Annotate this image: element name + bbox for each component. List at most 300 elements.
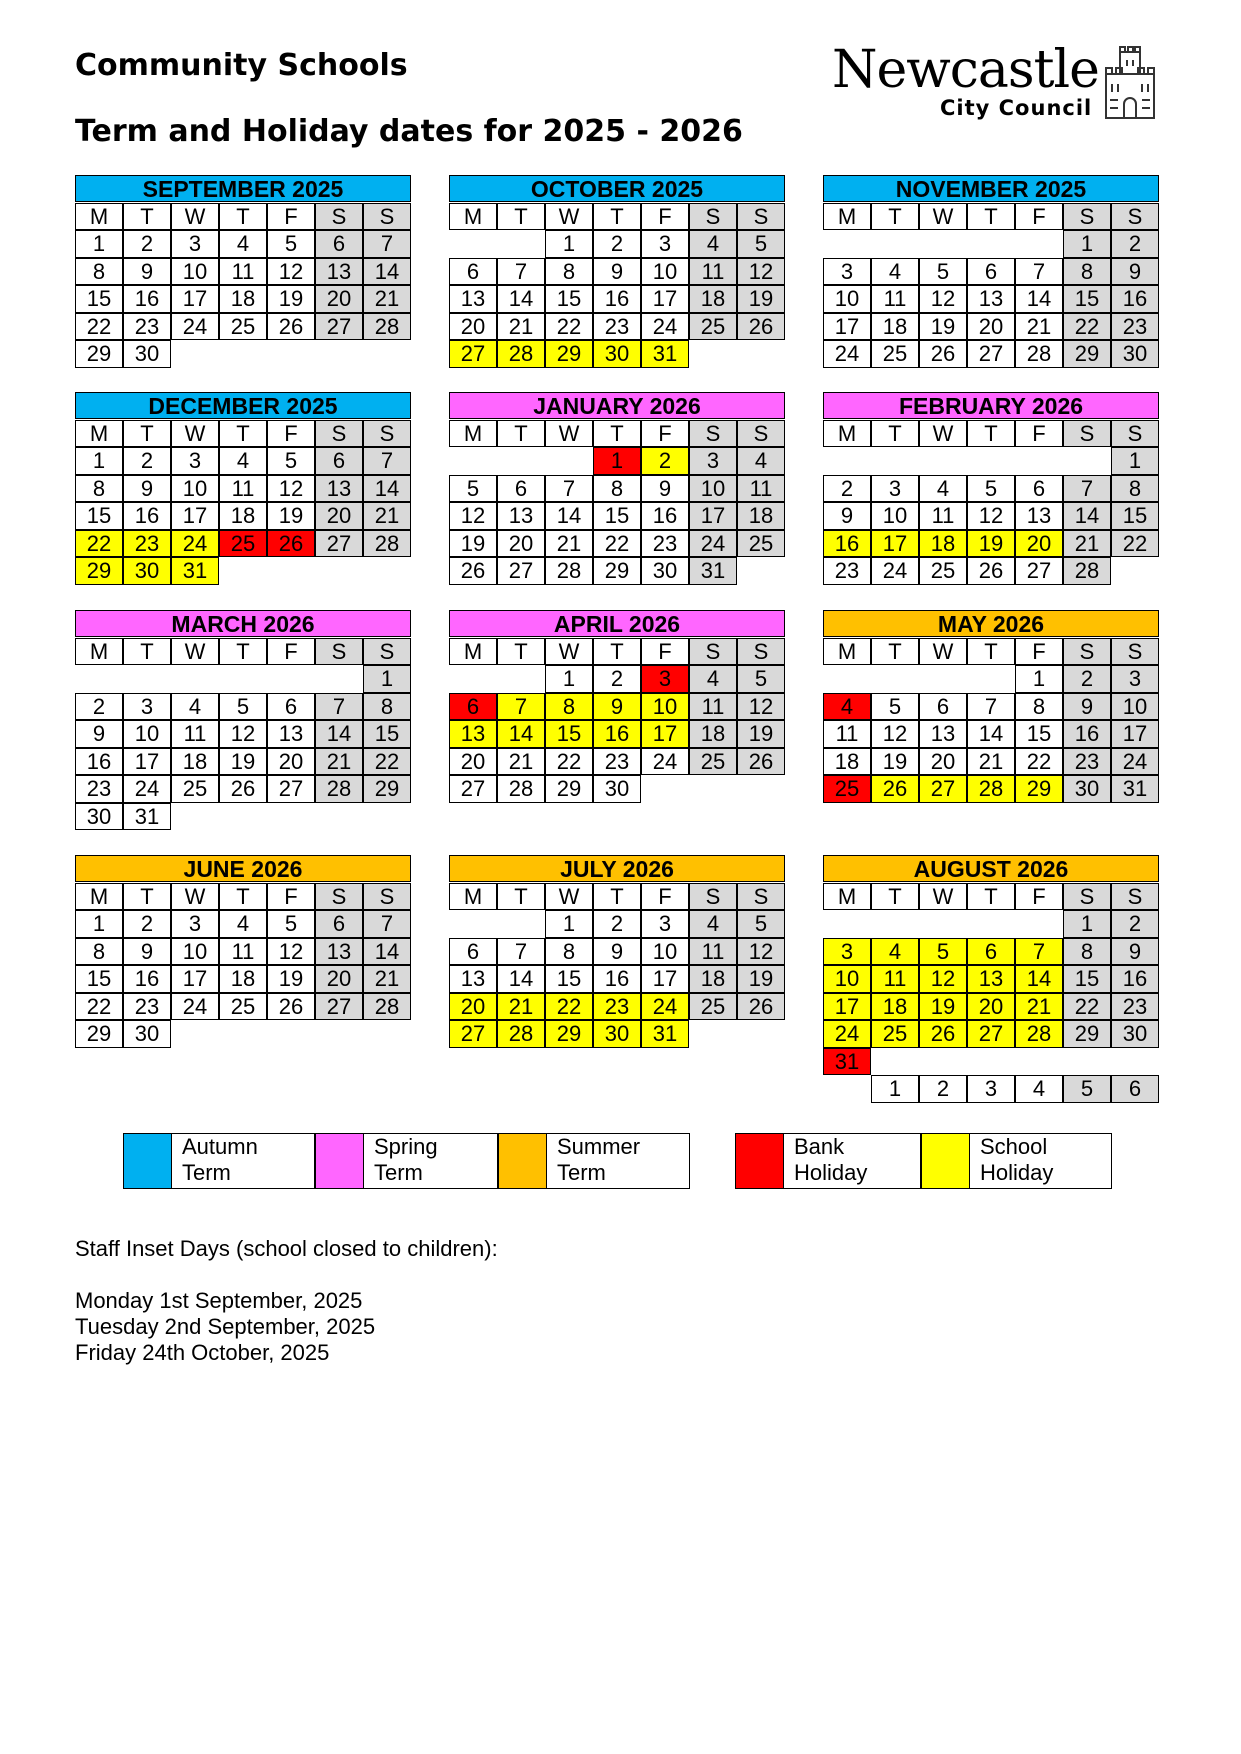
legend-label-line: Holiday	[980, 1160, 1054, 1185]
day-cell: 18	[871, 313, 919, 341]
day-cell: 19	[267, 285, 315, 313]
weekday-label: W	[545, 638, 593, 666]
day-cell: 5	[737, 910, 785, 938]
legend-label-line: Bank	[794, 1134, 845, 1159]
day-cell: 10	[871, 502, 919, 530]
day-cell: 30	[1063, 775, 1111, 803]
day-cell: 3	[641, 230, 689, 258]
weekday-label: S	[737, 203, 785, 231]
day-cell: 16	[123, 285, 171, 313]
day-cell: 3	[171, 447, 219, 475]
day-cell: 14	[967, 720, 1015, 748]
weekday-label: M	[449, 883, 497, 911]
day-cell: 26	[267, 313, 315, 341]
day-cell: 7	[545, 475, 593, 503]
weekday-label: S	[1063, 638, 1111, 666]
inset-day: Tuesday 2nd September, 2025	[75, 1314, 376, 1339]
day-cell: 22	[1015, 748, 1063, 776]
day-cell: 9	[641, 475, 689, 503]
day-cell: 10	[641, 258, 689, 286]
day-cell: 22	[363, 748, 411, 776]
day-cell: 14	[1015, 965, 1063, 993]
day-cell: 8	[1063, 258, 1111, 286]
day-cell: 4	[689, 910, 737, 938]
day-cell: 6	[497, 475, 545, 503]
legend-label-line: Autumn	[182, 1134, 258, 1159]
month-title: DECEMBER 2025	[75, 392, 411, 419]
weekday-label: W	[171, 420, 219, 448]
day-cell: 26	[219, 775, 267, 803]
weekday-label: T	[123, 883, 171, 911]
day-cell: 24	[1111, 748, 1159, 776]
day-cell: 4	[219, 230, 267, 258]
weekday-label: T	[967, 203, 1015, 231]
day-cell: 13	[967, 965, 1015, 993]
day-cell: 4	[219, 910, 267, 938]
day-cell: 21	[363, 285, 411, 313]
weekday-label: F	[641, 203, 689, 231]
weekday-label: T	[967, 883, 1015, 911]
legend-label-line: Summer	[557, 1134, 641, 1159]
day-cell: 7	[363, 447, 411, 475]
weekday-label: F	[641, 638, 689, 666]
day-cell: 4	[1015, 1075, 1063, 1103]
day-cell: 2	[1063, 665, 1111, 693]
day-cell: 11	[689, 938, 737, 966]
day-cell: 27	[315, 313, 363, 341]
day-cell: 7	[1015, 258, 1063, 286]
month-title: FEBRUARY 2026	[823, 392, 1159, 419]
day-cell: 1	[75, 447, 123, 475]
day-cell: 4	[823, 693, 871, 721]
weekday-label: W	[919, 420, 967, 448]
day-cell: 26	[267, 530, 315, 558]
weekday-label: F	[1015, 883, 1063, 911]
weekday-label: F	[267, 203, 315, 231]
day-cell: 20	[1015, 530, 1063, 558]
day-cell: 1	[593, 447, 641, 475]
day-cell: 6	[449, 258, 497, 286]
day-cell: 10	[823, 965, 871, 993]
day-cell: 27	[919, 775, 967, 803]
weekday-label: S	[363, 420, 411, 448]
weekday-label: F	[641, 420, 689, 448]
weekday-label: W	[545, 420, 593, 448]
day-cell: 23	[123, 313, 171, 341]
day-cell: 12	[967, 502, 1015, 530]
day-cell: 26	[871, 775, 919, 803]
day-cell: 16	[1111, 965, 1159, 993]
day-cell: 13	[449, 285, 497, 313]
day-cell: 31	[641, 340, 689, 368]
day-cell: 15	[1063, 965, 1111, 993]
day-cell: 9	[593, 693, 641, 721]
month-title: SEPTEMBER 2025	[75, 175, 411, 202]
day-cell: 13	[449, 965, 497, 993]
day-cell: 14	[315, 720, 363, 748]
day-cell: 15	[75, 502, 123, 530]
day-cell: 22	[75, 313, 123, 341]
day-cell: 17	[689, 502, 737, 530]
weekday-label: M	[449, 420, 497, 448]
day-cell: 6	[315, 447, 363, 475]
day-cell: 18	[219, 965, 267, 993]
day-cell: 25	[171, 775, 219, 803]
day-cell: 14	[545, 502, 593, 530]
weekday-label: F	[267, 883, 315, 911]
day-cell: 13	[497, 502, 545, 530]
day-cell: 3	[123, 693, 171, 721]
legend-label-line: Spring	[374, 1134, 438, 1159]
day-cell: 14	[363, 475, 411, 503]
day-cell: 4	[219, 447, 267, 475]
day-cell: 27	[315, 993, 363, 1021]
day-cell: 4	[689, 230, 737, 258]
day-cell: 12	[737, 938, 785, 966]
day-cell: 20	[449, 993, 497, 1021]
day-cell: 13	[1015, 502, 1063, 530]
day-cell: 29	[1063, 1020, 1111, 1048]
day-cell: 29	[545, 340, 593, 368]
day-cell: 21	[363, 502, 411, 530]
page-title: Community Schools	[75, 48, 408, 83]
day-cell: 23	[641, 530, 689, 558]
day-cell: 31	[823, 1048, 871, 1076]
day-cell: 29	[75, 557, 123, 585]
day-cell: 12	[737, 693, 785, 721]
day-cell: 1	[545, 230, 593, 258]
day-cell: 22	[545, 313, 593, 341]
weekday-label: W	[919, 203, 967, 231]
day-cell: 23	[1111, 993, 1159, 1021]
inset-day: Monday 1st September, 2025	[75, 1288, 363, 1313]
day-cell: 4	[689, 665, 737, 693]
weekday-label: T	[593, 883, 641, 911]
month-title: OCTOBER 2025	[449, 175, 785, 202]
month-title: AUGUST 2026	[823, 855, 1159, 882]
weekday-label: W	[171, 883, 219, 911]
day-cell: 3	[871, 475, 919, 503]
day-cell: 24	[641, 313, 689, 341]
day-cell: 28	[1015, 1020, 1063, 1048]
day-cell: 4	[919, 475, 967, 503]
day-cell: 23	[123, 993, 171, 1021]
day-cell: 17	[171, 285, 219, 313]
weekday-label: S	[689, 638, 737, 666]
day-cell: 28	[363, 993, 411, 1021]
day-cell: 16	[123, 502, 171, 530]
day-cell: 28	[1063, 557, 1111, 585]
legend-label	[182, 1134, 302, 1186]
day-cell: 18	[689, 720, 737, 748]
day-cell: 20	[919, 748, 967, 776]
day-cell: 14	[497, 285, 545, 313]
weekday-label: S	[1111, 638, 1159, 666]
weekday-label: S	[737, 420, 785, 448]
day-cell: 23	[593, 993, 641, 1021]
day-cell: 1	[545, 665, 593, 693]
day-cell: 14	[363, 258, 411, 286]
day-cell: 15	[363, 720, 411, 748]
day-cell: 25	[219, 993, 267, 1021]
day-cell: 15	[1063, 285, 1111, 313]
weekday-label: M	[449, 638, 497, 666]
weekday-label: M	[75, 203, 123, 231]
day-cell: 7	[967, 693, 1015, 721]
day-cell: 22	[1111, 530, 1159, 558]
legend-label	[794, 1134, 914, 1186]
day-cell: 21	[545, 530, 593, 558]
day-cell: 17	[641, 285, 689, 313]
weekday-label: W	[919, 883, 967, 911]
day-cell: 9	[1063, 693, 1111, 721]
day-cell: 13	[315, 258, 363, 286]
weekday-label: S	[689, 203, 737, 231]
day-cell: 17	[171, 502, 219, 530]
day-cell: 13	[267, 720, 315, 748]
weekday-label: F	[1015, 203, 1063, 231]
legend-label-line: Term	[557, 1160, 606, 1185]
day-cell: 24	[871, 557, 919, 585]
day-cell: 9	[1111, 938, 1159, 966]
day-cell: 10	[123, 720, 171, 748]
day-cell: 15	[75, 285, 123, 313]
day-cell: 28	[545, 557, 593, 585]
day-cell: 7	[1015, 938, 1063, 966]
day-cell: 24	[171, 993, 219, 1021]
day-cell: 20	[267, 748, 315, 776]
day-cell: 17	[123, 748, 171, 776]
day-cell: 2	[123, 447, 171, 475]
weekday-label: S	[1063, 883, 1111, 911]
day-cell: 19	[449, 530, 497, 558]
day-cell: 25	[689, 313, 737, 341]
day-cell: 6	[1111, 1075, 1159, 1103]
weekday-label: T	[497, 638, 545, 666]
day-cell: 11	[737, 475, 785, 503]
weekday-label: T	[871, 420, 919, 448]
weekday-label: F	[1015, 420, 1063, 448]
day-cell: 18	[219, 502, 267, 530]
day-cell: 25	[219, 530, 267, 558]
weekday-label: T	[497, 883, 545, 911]
weekday-label: T	[219, 883, 267, 911]
day-cell: 22	[545, 748, 593, 776]
day-cell: 11	[171, 720, 219, 748]
day-cell: 29	[363, 775, 411, 803]
day-cell: 24	[689, 530, 737, 558]
day-cell: 9	[123, 258, 171, 286]
weekday-label: T	[871, 203, 919, 231]
castle-icon	[1102, 44, 1158, 120]
day-cell: 7	[315, 693, 363, 721]
day-cell: 29	[545, 1020, 593, 1048]
day-cell: 16	[123, 965, 171, 993]
month-title: NOVEMBER 2025	[823, 175, 1159, 202]
day-cell: 8	[545, 693, 593, 721]
day-cell: 9	[123, 938, 171, 966]
day-cell: 27	[315, 530, 363, 558]
day-cell: 12	[871, 720, 919, 748]
logo-subtitle: City Council	[940, 96, 1093, 120]
day-cell: 28	[497, 1020, 545, 1048]
day-cell: 5	[919, 938, 967, 966]
day-cell: 5	[871, 693, 919, 721]
day-cell: 19	[737, 285, 785, 313]
day-cell: 18	[689, 965, 737, 993]
day-cell: 28	[363, 530, 411, 558]
day-cell: 24	[823, 340, 871, 368]
weekday-label: S	[1063, 203, 1111, 231]
day-cell: 21	[1015, 993, 1063, 1021]
day-cell: 12	[267, 475, 315, 503]
day-cell: 30	[1111, 1020, 1159, 1048]
month-title: JUNE 2026	[75, 855, 411, 882]
day-cell: 24	[823, 1020, 871, 1048]
month-title: MARCH 2026	[75, 610, 411, 637]
day-cell: 16	[593, 720, 641, 748]
day-cell: 2	[919, 1075, 967, 1103]
weekday-label: T	[219, 638, 267, 666]
day-cell: 25	[689, 993, 737, 1021]
weekday-label: S	[1111, 203, 1159, 231]
day-cell: 5	[919, 258, 967, 286]
day-cell: 10	[171, 938, 219, 966]
day-cell: 16	[1111, 285, 1159, 313]
day-cell: 6	[449, 938, 497, 966]
day-cell: 30	[593, 1020, 641, 1048]
day-cell: 3	[641, 910, 689, 938]
day-cell: 15	[545, 720, 593, 748]
logo-wordmark: Newcastle	[832, 40, 1099, 100]
day-cell: 21	[497, 993, 545, 1021]
legend-label-line: Term	[182, 1160, 231, 1185]
day-cell: 8	[1111, 475, 1159, 503]
day-cell: 6	[267, 693, 315, 721]
day-cell: 18	[823, 748, 871, 776]
legend-label	[557, 1134, 677, 1186]
weekday-label: T	[871, 638, 919, 666]
day-cell: 28	[315, 775, 363, 803]
weekday-label: M	[75, 420, 123, 448]
day-cell: 8	[75, 258, 123, 286]
day-cell: 21	[1063, 530, 1111, 558]
day-cell: 1	[75, 230, 123, 258]
day-cell: 9	[593, 258, 641, 286]
day-cell: 28	[967, 775, 1015, 803]
day-cell: 11	[219, 258, 267, 286]
day-cell: 10	[641, 938, 689, 966]
inset-day: Friday 24th October, 2025	[75, 1340, 330, 1365]
day-cell: 2	[123, 230, 171, 258]
day-cell: 19	[267, 502, 315, 530]
day-cell: 1	[1111, 447, 1159, 475]
day-cell: 16	[593, 965, 641, 993]
day-cell: 6	[967, 938, 1015, 966]
day-cell: 30	[593, 775, 641, 803]
legend-swatch	[499, 1134, 547, 1188]
day-cell: 31	[171, 557, 219, 585]
weekday-label: T	[123, 420, 171, 448]
weekday-label: F	[267, 638, 315, 666]
day-cell: 10	[1111, 693, 1159, 721]
day-cell: 9	[823, 502, 871, 530]
weekday-label: T	[967, 638, 1015, 666]
day-cell: 29	[545, 775, 593, 803]
weekday-label: M	[823, 420, 871, 448]
day-cell: 26	[737, 313, 785, 341]
day-cell: 21	[967, 748, 1015, 776]
day-cell: 20	[449, 748, 497, 776]
weekday-label: T	[219, 420, 267, 448]
weekday-label: W	[171, 203, 219, 231]
inset-days-heading: Staff Inset Days (school closed to children):	[75, 1236, 498, 1261]
day-cell: 5	[219, 693, 267, 721]
day-cell: 29	[75, 1020, 123, 1048]
day-cell: 30	[123, 340, 171, 368]
day-cell: 24	[641, 993, 689, 1021]
legend-swatch	[316, 1134, 364, 1188]
day-cell: 21	[1015, 313, 1063, 341]
day-cell: 22	[1063, 313, 1111, 341]
day-cell: 18	[171, 748, 219, 776]
legend-label-line: Term	[374, 1160, 423, 1185]
weekday-label: S	[363, 883, 411, 911]
day-cell: 1	[75, 910, 123, 938]
weekday-label: W	[919, 638, 967, 666]
day-cell: 1	[1063, 230, 1111, 258]
weekday-label: T	[123, 638, 171, 666]
weekday-label: S	[315, 203, 363, 231]
day-cell: 3	[641, 665, 689, 693]
day-cell: 4	[171, 693, 219, 721]
day-cell: 16	[75, 748, 123, 776]
day-cell: 11	[871, 285, 919, 313]
day-cell: 28	[497, 340, 545, 368]
day-cell: 5	[1063, 1075, 1111, 1103]
day-cell: 18	[689, 285, 737, 313]
day-cell: 25	[919, 557, 967, 585]
weekday-label: W	[171, 638, 219, 666]
day-cell: 27	[449, 775, 497, 803]
day-cell: 19	[871, 748, 919, 776]
day-cell: 15	[593, 502, 641, 530]
day-cell: 2	[123, 910, 171, 938]
day-cell: 7	[363, 230, 411, 258]
day-cell: 9	[123, 475, 171, 503]
day-cell: 18	[737, 502, 785, 530]
day-cell: 2	[1111, 910, 1159, 938]
day-cell: 8	[75, 938, 123, 966]
day-cell: 4	[737, 447, 785, 475]
day-cell: 5	[267, 230, 315, 258]
day-cell: 8	[75, 475, 123, 503]
day-cell: 22	[75, 530, 123, 558]
day-cell: 29	[1015, 775, 1063, 803]
day-cell: 9	[75, 720, 123, 748]
day-cell: 7	[363, 910, 411, 938]
day-cell: 15	[1111, 502, 1159, 530]
day-cell: 11	[871, 965, 919, 993]
day-cell: 11	[219, 938, 267, 966]
day-cell: 2	[593, 230, 641, 258]
day-cell: 6	[315, 230, 363, 258]
day-cell: 20	[967, 993, 1015, 1021]
day-cell: 11	[919, 502, 967, 530]
day-cell: 26	[737, 993, 785, 1021]
weekday-label: S	[1063, 420, 1111, 448]
weekday-label: T	[219, 203, 267, 231]
